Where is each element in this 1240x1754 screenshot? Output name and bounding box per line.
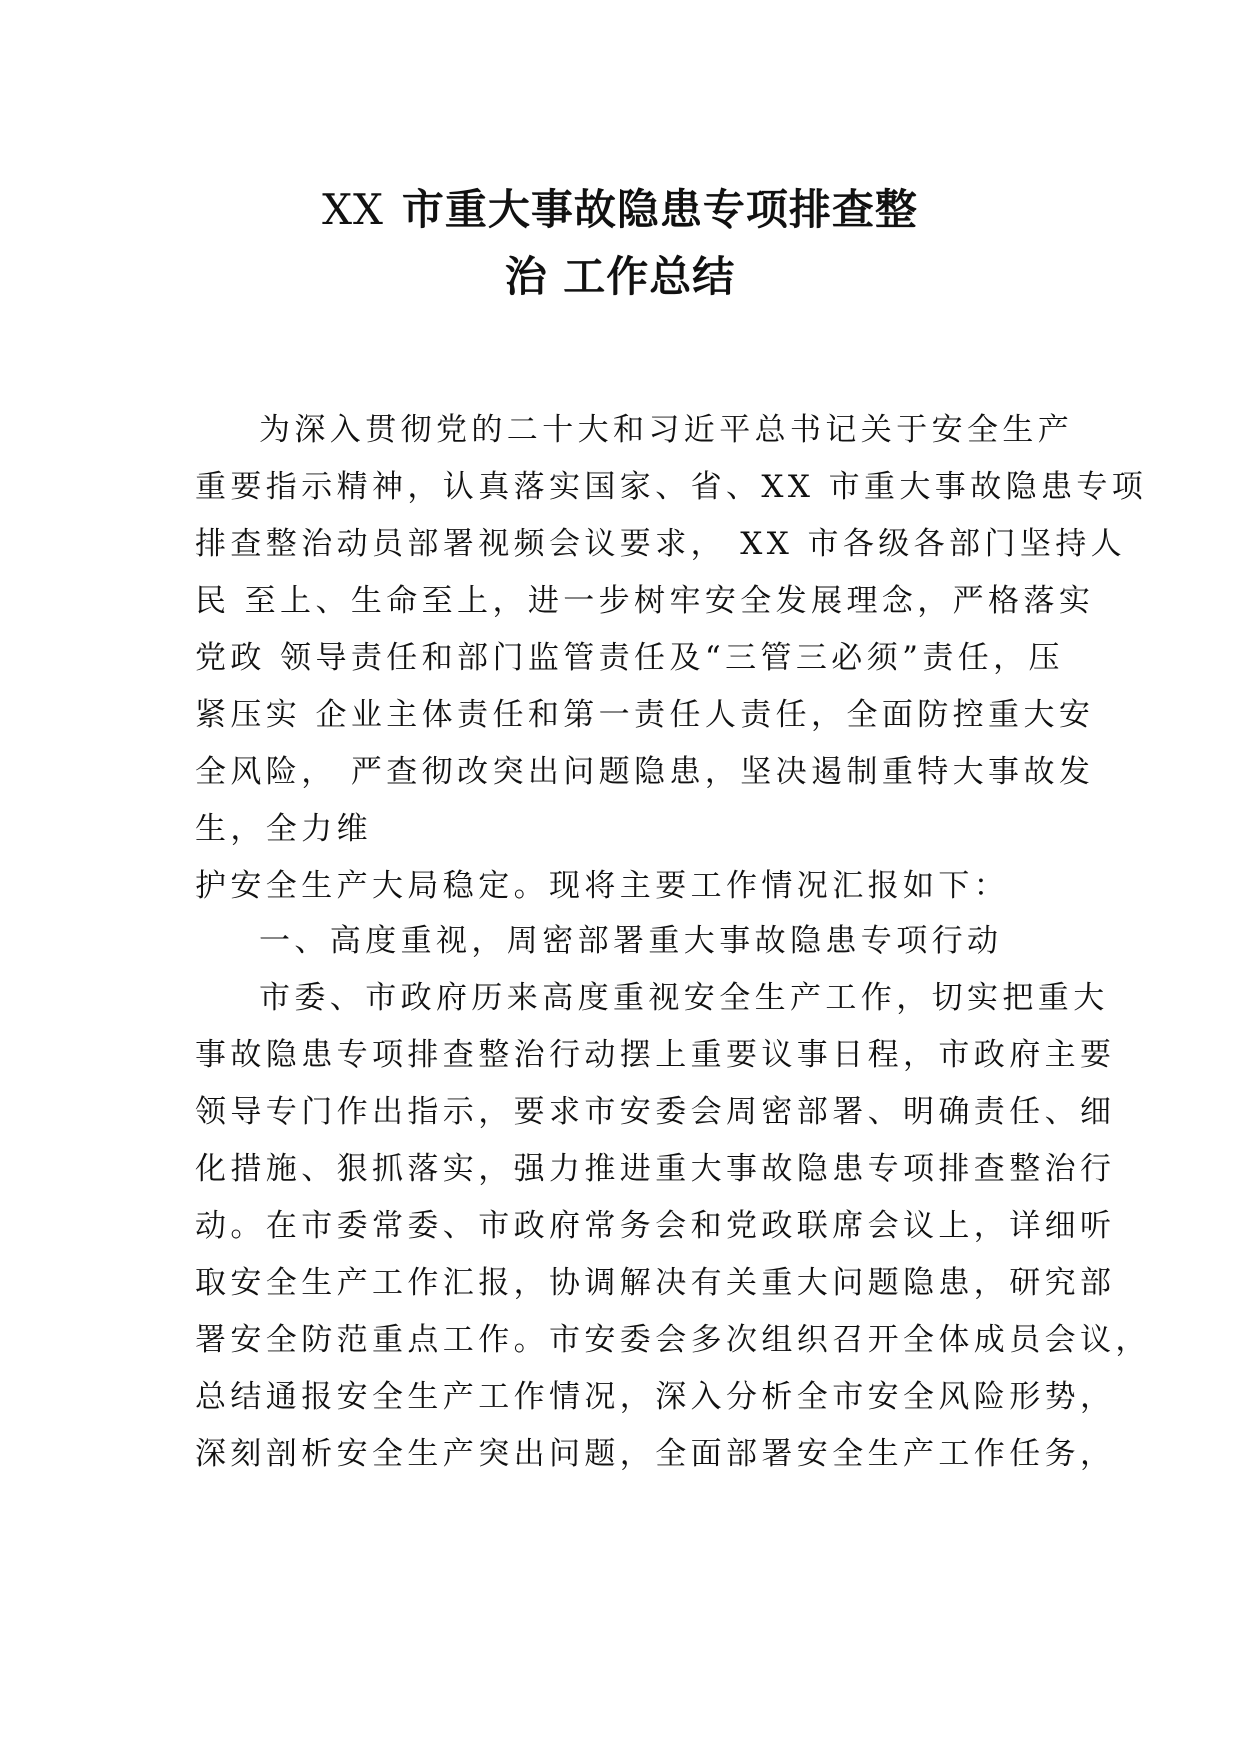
section-1-line: 市委、市政府历来高度重视安全生产工作，切实把重大 [259, 980, 1109, 1016]
intro-line: 民 至上、生命至上，进一步树牢安全发展理念，严格落实 [195, 583, 1095, 619]
section-1-paragraph [195, 970, 1151, 1483]
section-1-line: 取安全生产工作汇报，协调解决有关重大问题隐患，研究部 [195, 1265, 1116, 1301]
document-title-line-2: 治 工作总结 [504, 252, 736, 301]
section-1-line: 总结通报安全生产工作情况，深入分析全市安全风险形势， [195, 1379, 1116, 1415]
title-main: 市重大事故隐患专项排查整 [401, 185, 918, 234]
intro-paragraph [195, 402, 1148, 858]
intro-line: 生，全力维 [195, 811, 372, 847]
intro-line: 排查整治动员部署视频会议要求， XX 市各级各部门坚持人 [195, 526, 1127, 562]
intro-line: 为深入贯彻党的二十大和习近平总书记关于安全生产 [259, 412, 1074, 448]
intro-line: 护安全生产大局稳定。现将主要工作情况汇报如下： [195, 868, 1010, 904]
section-1-heading-block [195, 913, 1055, 970]
intro-line: 全风险， 严查彻改突出问题隐患，坚决遏制重特大事故发 [195, 754, 1095, 790]
section-1-line: 领导专门作出指示，要求市安委会周密部署、明确责任、细 [195, 1094, 1116, 1130]
title-prefix: XX [322, 185, 384, 234]
section-1-line: 深刻剖析安全生产突出问题，全面部署安全生产工作任务， [195, 1436, 1116, 1472]
intro-line: 紧压实 企业主体责任和第一责任人责任，全面防控重大安 [195, 697, 1095, 733]
section-1-heading: 一、高度重视，周密部署重大事故隐患专项行动 [259, 923, 1003, 959]
section-1-line: 署安全防范重点工作。市安委会多次组织召开全体成员会议， [195, 1322, 1151, 1358]
intro-line: 重要指示精神，认真落实国家、省、XX 市重大事故隐患专项 [195, 469, 1148, 505]
section-1-line: 动。在市委常委、市政府常务会和党政联席会议上，详细听 [195, 1208, 1116, 1244]
section-1-line: 事故隐患专项排查整治行动摆上重要议事日程，市政府主要 [195, 1037, 1116, 1073]
section-1-line: 化措施、狠抓落实，强力推进重大事故隐患专项排查整治行 [195, 1151, 1116, 1187]
document-title-line-1 [0, 185, 1240, 235]
intro-last-line-block [195, 858, 1055, 915]
intro-line: 党政 领导责任和部门监管责任及“三管三必须”责任，压 [195, 640, 1064, 676]
